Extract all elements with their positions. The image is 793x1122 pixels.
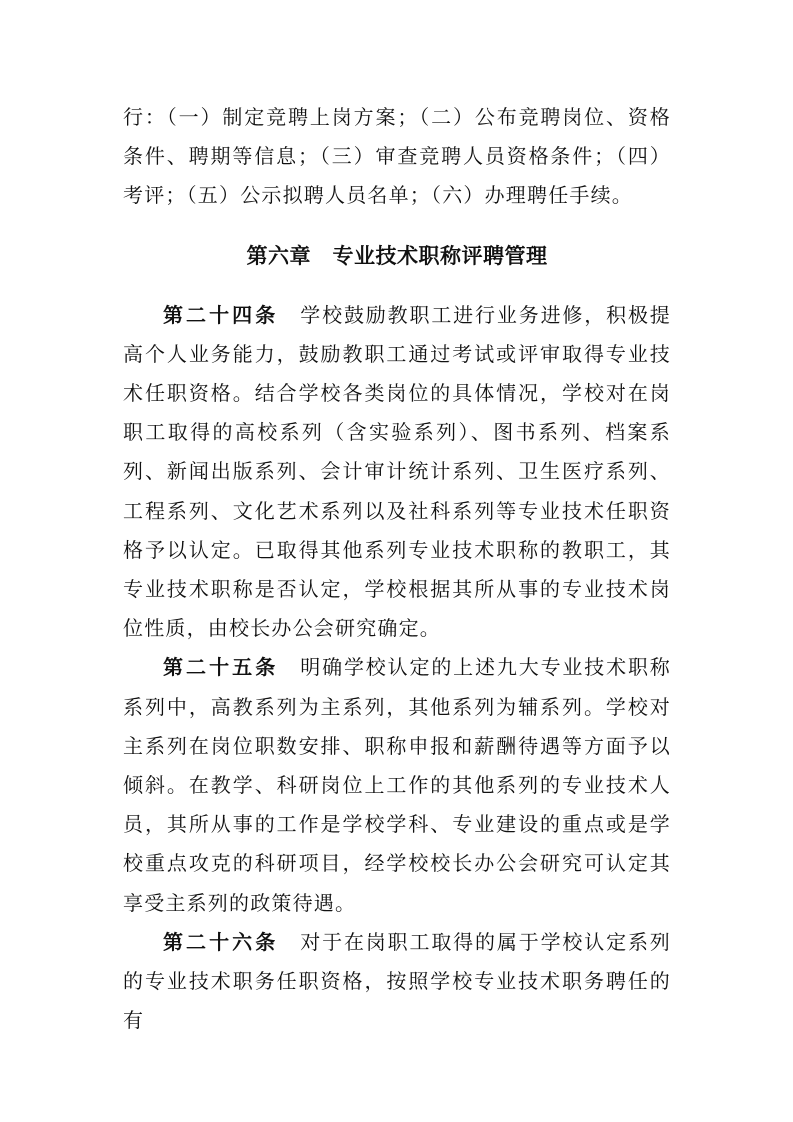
intro-paragraph: 行：（一）制定竞聘上岗方案；（二）公布竞聘岗位、资格条件、聘期等信息；（三）审查竞聘人员资格条件；（四）考评；（五）公示拟聘人员名单；（六）办理聘任手续。 [123,105,671,208]
article-text: 学校鼓励教职工进行业务进修，积极提高个人业务能力，鼓励教职工通过考试或评审取得专业技术任职资格。结合学校各类岗位的具体情况，学校对在岗职工取得的高校系列（含实验系列）、图书系列、档案系列、新闻出版系列、会计审计统计系列、卫生医疗系列、工程系列、文化艺术系列以及社科系列等专业技术任职资格予以认定。已取得其他系列专业技术职称的教职工，其专业技术职称是否认定，学校根据其所从事的专业技术岗位性质，由校长办公会研究确定。 [123,302,672,641]
article-25 [123,648,671,922]
article-text: 对于在岗职工取得的属于学校认定系列的专业技术职务任职资格，按照学校专业技术职务聘任的有 [123,929,672,1033]
article-number: 第二十五条 [163,655,279,680]
document-body [123,98,671,1040]
chapter-title: 第六章 专业技术职称评聘管理 [246,243,548,268]
article-number: 第二十六条 [163,929,279,954]
article-26 [123,923,671,1041]
article-number: 第二十四条 [163,302,279,327]
article-text: 明确学校认定的上述九大专业技术职称系列中，高教系列为主系列，其他系列为辅系列。学校对主系列在岗位职数安排、职称申报和薪酬待遇等方面予以倾斜。在教学、科研岗位上工作的其他系列的专业技术人员，其所从事的工作是学校学科、专业建设的重点或是学校重点攻克的科研项目，经学校校长办公会研究可认定其享受主系列的政策待遇。 [123,655,672,915]
article-24 [123,296,671,649]
